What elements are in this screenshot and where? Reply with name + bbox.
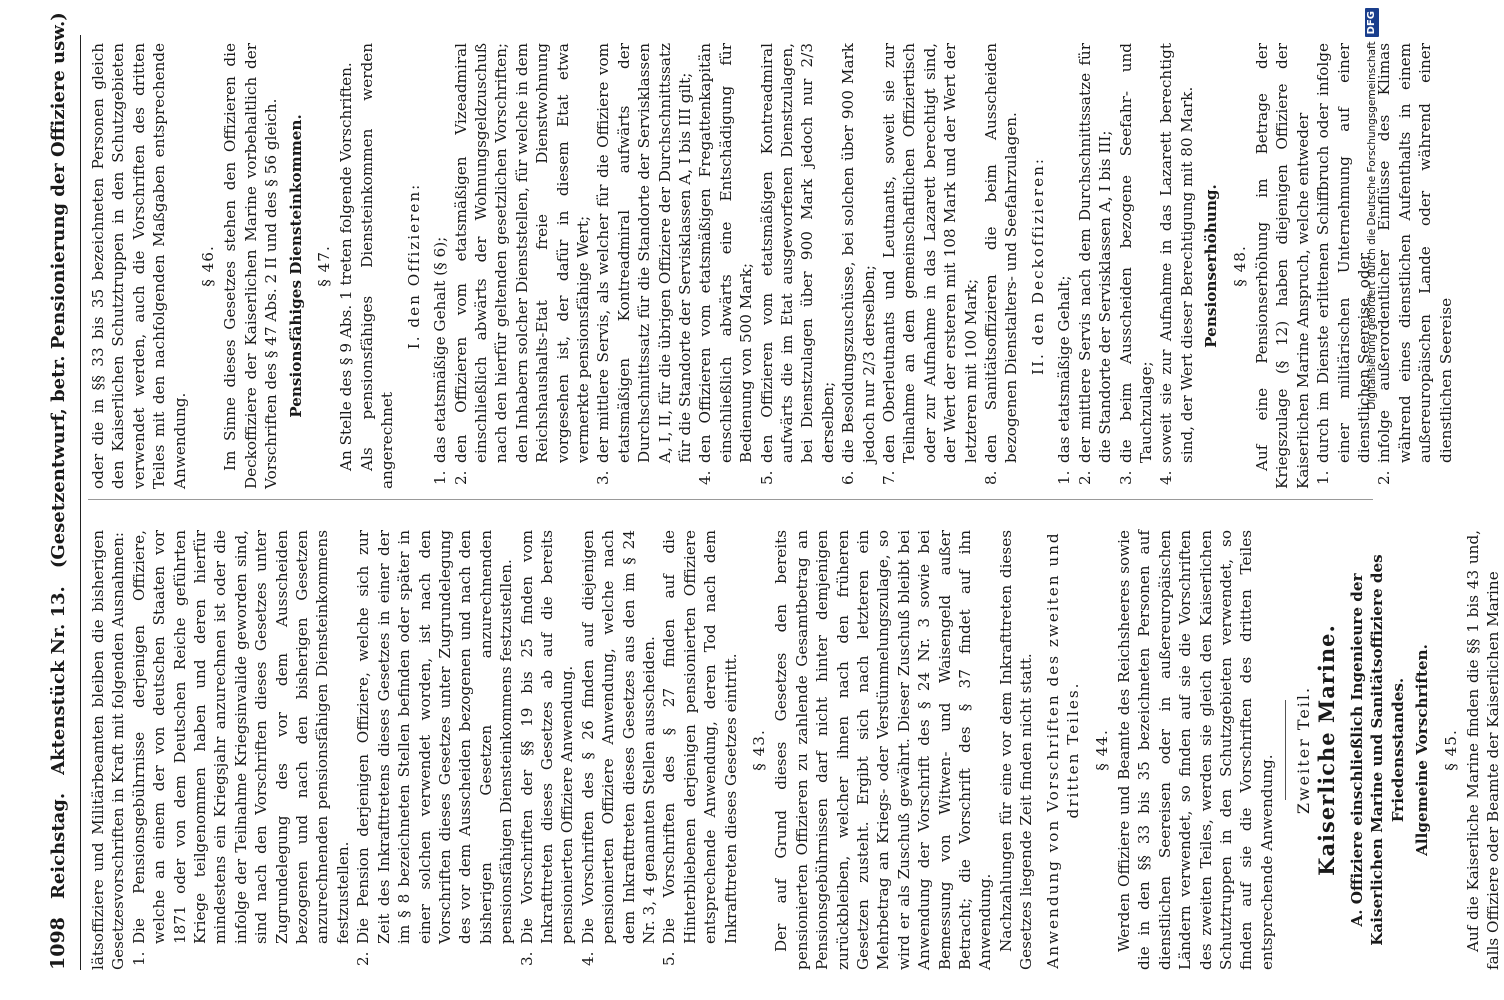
offiziere-heading: I. den Offizieren: (404, 182, 423, 350)
deckoffiziere-item-text: das etatsmäßige Gehalt; (1055, 275, 1074, 463)
section-46-title: § 46. (199, 245, 218, 287)
deckoffiziere-item-text: der mittlere Servis nach dem Durchschnittssatze für die Standorte der Servisklassen A, I bis III; (1075, 43, 1115, 463)
deckoffiziere-item (1116, 43, 1157, 489)
offiziere-item (695, 43, 756, 489)
deckoffiziere-item-number: 1. (1055, 470, 1074, 485)
offiziere-item (757, 43, 839, 489)
continuation-text: oder die in §§ 33 bis 35 bezeichneten Personen gleich den Kaiserlichen Schutztruppen in den Schutzgebieten verwendet werden, auch die Vorschriften des dritten Teiles mit den nachfolgenden Maßgaben entsprechende Anwendung. (89, 43, 189, 489)
digitization-sidebar (1363, 8, 1381, 993)
offiziere-item-text: den Offizieren vom etatsmäßigen Vizeadmiral einschließlich abwärts der Wohnungsgeldzuschuß nach den hierfür geltenden gesetzlichen Vorschriften; den Inhabern solcher Dienststellen, für welche in dem Reichshaushalts-Etat freie Dienstwohnung vorgesehen ist, der dafür in diesem Etat etwa vermerkte pensionsfähige Wert; (451, 43, 592, 463)
offiziere-item (879, 43, 981, 489)
section-45-text: Auf die Kaiserliche Marine finden die §§ 1 bis 43 und, falls Offiziere oder Beamte der Kaiserlichen Marine (1464, 530, 1503, 970)
offiziere-item (430, 43, 450, 489)
offiziere-item (838, 43, 879, 489)
deckoffiziere-item-number: 2. (1075, 470, 1094, 485)
exception-item (578, 530, 660, 970)
page-header (47, 12, 81, 970)
intro-text: lätsoffiziere und Militärbeamten bleiben die bisherigen Gesetzesvorschriften in Kraft mit folgenden Ausnahmen: (89, 530, 128, 970)
deckoffiziere-item-text: soweit sie zur Aufnahme in das Lazarett berechtigt sind, der Wert dieser Berechtigung mit 80 Mark. (1157, 43, 1196, 463)
offiziere-item-text: den Offizieren vom etatsmäßigen Kontreadmiral aufwärts die im Etat ausgeworfenen Dienstzulagen, bei Dienstzulagen über 900 Mark jedoch nur 2/3 derselben; (757, 43, 837, 463)
deckoffiziere-item-text: die beim Ausscheiden bezogene Seefahr- und Tauchzulage; (1116, 43, 1155, 463)
section-43-title: § 43. (750, 729, 768, 771)
section-48-item (1374, 43, 1456, 489)
anwendung-heading: Anwendung von Vorschriften des zweiten und dritten Teiles. (1043, 531, 1083, 969)
deckoffiziere-item (1156, 43, 1197, 489)
offiziere-item-text: die Besoldungszuschüsse, bei solchen über 900 Mark jedoch nur 2/3 derselben; (839, 43, 878, 463)
section-48-item-text: infolge außerordentlicher Einflüsse des Klimas während eines dienstlichen Aufenthalts in einem außereuropäischen Lande oder während einer dienstlichen Seereise (1375, 43, 1455, 463)
exception-item-number: 2. (354, 951, 373, 966)
divider-rule (1285, 700, 1286, 800)
exception-item (129, 530, 353, 970)
offiziere-item-text: das etatsmäßige Gehalt (§ 6); (431, 236, 450, 463)
allgemeine-heading: Allgemeine Vorschriften. (1413, 644, 1432, 856)
section-45-title: § 45. (1441, 729, 1460, 771)
exception-item (353, 530, 516, 970)
offiziere-item-number: 6. (839, 470, 858, 485)
offiziere-item-text: der mittlere Servis, als welcher für die Offiziere vom etatsmäßigen Kontreadmiral aufwärts der Durchschnittssatz für die Standorte der Servisklassen A, I, II, für die übrigen Offiziere der Durchschnittssatz für die Standorte der Servisklassen A, I bis III gilt; (594, 43, 694, 463)
section-48-text: Auf eine Pensionserhöhung im Betrage der Kriegszulage (§ 12) haben diejenigen Offiziere der Kaiserlichen Marine Anspruch, welche entweder (1252, 43, 1312, 489)
header-aktenstueck: Aktenstück Nr. 13. (48, 586, 69, 775)
offiziere-item-text: den Sanitätsoffizieren die beim Ausscheiden bezogenen Dienstalters- und Seefahrzulagen. (982, 43, 1021, 463)
section-47-title: § 47. (315, 245, 334, 287)
exception-item-text: Die Vorschriften des § 26 finden auf diejenigen pensionierten Offiziere Anwendung, welche nach dem Inkrafttreten dieses Gesetzes aus den im § 24 Nr. 3, 4 genannten Stellen ausscheiden. (578, 530, 658, 944)
section-48-item-number: 1. (1314, 470, 1333, 485)
section-44-title: § 44. (1092, 729, 1111, 771)
offiziere-item-number: 2. (451, 470, 470, 485)
exception-item-text: Die Vorschriften der §§ 19 bis 25 finden vom Inkrafttreten dieses Gesetzes ab auf die bereits pensionierten Offiziere Anwendung. (517, 530, 577, 944)
offiziere-item-number: 4. (696, 470, 715, 485)
header-title: (Gesetzentwurf, betr. Pensionierung der Offiziere usw.) (48, 12, 69, 569)
section-48-items-list (1313, 43, 1456, 489)
marine-title: Kaiserliche Marine. (1313, 624, 1339, 876)
section-43-text-2: Nachzahlungen für eine vor dem Inkrafttreten dieses Gesetzes liegende Zeit finden nicht statt. (996, 530, 1036, 970)
section-48-title: § 48. (1230, 245, 1249, 287)
exception-item-number: 5. (660, 951, 679, 966)
exception-item-number: 4. (578, 951, 597, 966)
offiziere-item-number: 5. (757, 470, 776, 485)
offiziere-item-number: 8. (982, 470, 1001, 485)
section-48-item-text: durch im Dienste erlittenen Schiffbruch oder infolge einer militärischen Unternehmung auf einer dienstlichen Seereise, oder (1314, 43, 1373, 463)
pension-heading: Pensionsfähiges Diensteinkommen. (286, 114, 305, 418)
offiziere-item-text: den Offizieren vom etatsmäßigen Fregattenkapitän einschließlich abwärts eine Entschädigung für Bedienung von 500 Mark; (696, 43, 756, 463)
section-43-text: Der auf Grund dieses Gesetzes den bereits pensionierten Offizieren zu zahlende Gesamtbetrag an Pensionsgebührnissen darf nicht hinter demjenigen zurückbleiben, welcher ihnen nach den früheren Gesetzen zusteht. Ergibt sich nach letzteren ein Mehrbetrag an Kriegs- oder Verstümmelungszulage, so wird er als Zuschuß gewährt. Dieser Zuschuß bleibt bei Anwendung der Vorschrift des § 24 Nr. 3 sowie bei Bemessung von Witwen- und Waisengeld außer Betracht; die Vorschrift des § 37 findet auf ihn Anwendung. (772, 530, 995, 970)
exception-item (517, 530, 578, 970)
deckoffiziere-item-number: 3. (1116, 470, 1135, 485)
left-column (88, 520, 1503, 970)
offiziere-item-number: 7. (880, 470, 899, 485)
exception-item-text: Die Vorschriften des § 27 finden auf die Hinterbliebenen derjenigen pensionierten Offiziere entsprechende Anwendung, deren Tod nach dem Inkrafttreten dieses Gesetzes eintritt. (660, 530, 740, 944)
dfg-logo: DFG (1365, 8, 1379, 37)
offiziere-item (451, 43, 594, 489)
deckoffiziere-item-number: 4. (1157, 470, 1176, 485)
deckoffiziere-items-list (1054, 43, 1197, 489)
section-47-text-2: Als pensionsfähiges Diensteinkommen werden angerechnet (357, 43, 397, 489)
section-48-item-number: 2. (1375, 470, 1394, 485)
exception-item-number: 3. (517, 951, 536, 966)
erhoehung-heading: Pensionserhöhung. (1202, 184, 1221, 348)
digitization-credit: Digitalisierung gefördert durch die Deutsche Forschungsgemeinschaft (1366, 41, 1378, 410)
section-47-text: An Stelle des § 9 Abs. 1 treten folgende Vorschriften. (337, 62, 356, 471)
offiziere-item (981, 43, 1022, 489)
offiziere-item-text: den Oberleutnants und Leutnants, soweit sie zur Teilnahme an dem gemeinschaftlichen Offiziertisch oder zur Aufnahme in das Lazarett berechtigt sind, der Wert der ersteren mit 108 Mark und der Wert der letzteren mit 100 Mark; (880, 43, 980, 463)
offiziere-item-number: 3. (594, 470, 613, 485)
page-number: 1098 (47, 917, 69, 970)
exception-item-text: Die Pensionsgebührnisse derjenigen Offiziere, welche an einem der von deutschen Staaten vor 1871 oder von dem Deutschen Reiche geführten Kriege teilgenommen haben und deren hierfür mindestens ein Kriegsjahr anzurechnen ist oder die infolge der Teilnahme Kriegsinvalide geworden sind, sind nach den Vorschriften dieses Gesetzes unter Zugrundelegung des vor dem Ausscheiden bezogenen und nach den bisherigen Gesetzen anzurechnenden pensionsfähigen Diensteinkommens festzustellen. (129, 530, 352, 944)
deckoffiziere-heading: II. den Deckoffizieren: (1028, 156, 1047, 376)
exception-item (659, 530, 741, 970)
header-reichstag: Reichstag. (48, 792, 69, 900)
offiziere-item-number: 1. (431, 470, 450, 485)
deckoffiziere-item (1075, 43, 1116, 489)
section-44-text: Werden Offiziere und Beamte des Reichsheeres sowie die in den §§ 33 bis 35 bezeichneten Personen auf dienstlichen Seereisen oder in außereuropäischen Ländern verwendet, so finden auf sie die Vorschriften des zweiten Teiles, werden sie gleich den Kaiserlichen Schutztruppen in den Schutzgebieten verwendet, so finden auf sie die Vorschriften des dritten Teiles entsprechende Anwendung. (1114, 530, 1276, 970)
left-items-list (129, 530, 741, 970)
section-a-heading: A. Offiziere einschließlich Ingenieure der Kaiserlichen Marine und Sanitätsoffiziere des Friedensstandes. (1347, 554, 1407, 946)
exception-item-text: Die Pension derjenigen Offiziere, welche sich zur Zeit des Inkrafttretens dieses Gesetzes in einer der im § 8 bezeichneten Stellen befinden oder später in einer solchen verwendet worden, ist nach den Vorschriften dieses Gesetzes unter Zugrundelegung des vor dem Ausscheiden bezogenen und nach den bisherigen Gesetzen anzurechnenden pensionsfähigen Diensteinkommens festzustellen. (354, 530, 516, 944)
right-column (88, 43, 1455, 500)
offiziere-item (593, 43, 695, 489)
deckoffiziere-item (1054, 43, 1074, 489)
part-title: Zweiter Teil. (1294, 685, 1314, 815)
offiziere-items-list (430, 43, 1022, 489)
exception-item-number: 1. (129, 951, 148, 966)
section-46-text: Im Sinne dieses Gesetzes stehen den Offizieren die Deckoffiziere der Kaiserlichen Marine vorbehaltlich der Vorschriften des § 47 Abs. 2 II und des § 56 gleich. (221, 43, 281, 489)
